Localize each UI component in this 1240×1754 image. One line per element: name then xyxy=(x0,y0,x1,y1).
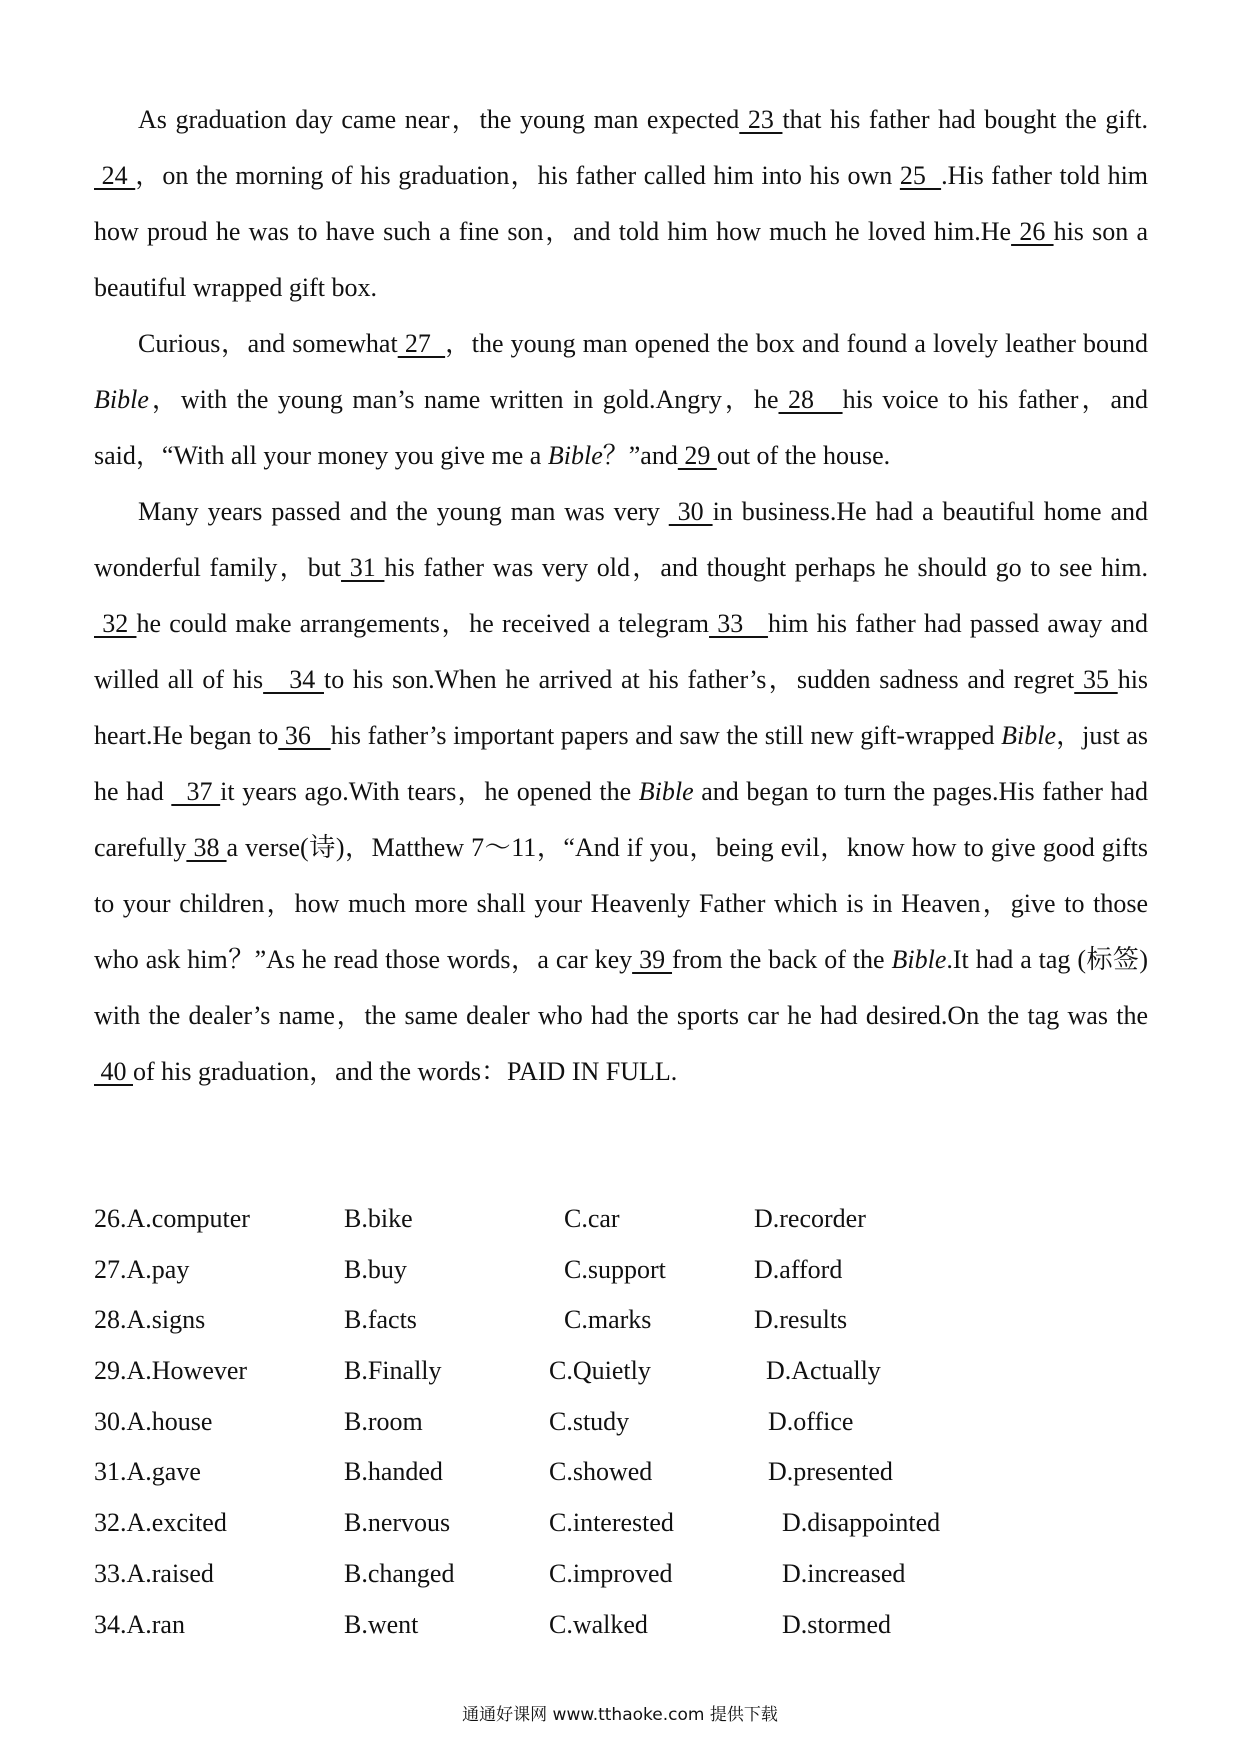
passage-text: Curious，and somewhat xyxy=(138,329,398,358)
option-d: D.Actually xyxy=(766,1356,881,1386)
passage-text: his father was very old，and thought perhaps he should go to see him. xyxy=(384,553,1149,582)
cloze-passage xyxy=(94,92,1148,1100)
option-row-27 xyxy=(94,1255,1148,1306)
option-a: 29.A.However xyxy=(94,1356,248,1386)
option-d: D.recorder xyxy=(754,1204,866,1233)
blank-39: 39 xyxy=(632,945,673,974)
option-b: B.Finally xyxy=(344,1356,442,1386)
passage-text: out of the house. xyxy=(716,441,891,470)
option-d: D.increased xyxy=(782,1558,906,1588)
blank-27: 27 xyxy=(397,329,446,358)
option-a: 33.A.raised xyxy=(94,1558,214,1588)
passage-text: ，with the young man’s name written in gold.Angry，he xyxy=(148,385,779,414)
option-a: 30.A.house xyxy=(94,1406,213,1436)
option-c: C.walked xyxy=(549,1609,648,1639)
passage-text: and began to turn the pages.His father had carefully xyxy=(94,777,1148,862)
blank-23: 23 xyxy=(739,105,783,134)
answer-options xyxy=(94,1204,1148,1660)
option-b: B.handed xyxy=(344,1457,443,1487)
passage-text: his son a beautiful wrapped gift box. xyxy=(94,217,1149,302)
italic-bible: Bible xyxy=(638,777,694,806)
option-row-31 xyxy=(94,1457,1148,1508)
option-a: 27.A.pay xyxy=(94,1254,190,1284)
option-row-29 xyxy=(94,1356,1148,1407)
blank-31: 31 xyxy=(341,553,385,582)
option-a: 26.A.computer xyxy=(94,1204,250,1233)
paragraph-1 xyxy=(94,92,1148,316)
option-b: B.nervous xyxy=(344,1508,451,1538)
passage-text: of his graduation，and the words：PAID IN FULL. xyxy=(133,1057,678,1086)
option-d: D.office xyxy=(768,1406,854,1436)
blank-26: 26 xyxy=(1011,217,1054,246)
option-row-30 xyxy=(94,1407,1148,1458)
option-b: B.room xyxy=(344,1406,423,1436)
passage-text: As graduation day came near，the young man expected xyxy=(138,105,740,134)
option-row-33 xyxy=(94,1559,1148,1610)
option-c: C.support xyxy=(564,1254,666,1284)
option-b: B.buy xyxy=(344,1254,407,1284)
option-a: 28.A.signs xyxy=(94,1305,206,1335)
option-c: C.marks xyxy=(564,1305,652,1335)
passage-text: it years ago.With tears，he opened the xyxy=(220,777,639,806)
blank-36: 36 xyxy=(278,721,331,750)
option-d: D.results xyxy=(754,1305,848,1335)
passage-text: ？”and xyxy=(602,441,678,470)
blank-34: 34 xyxy=(263,665,324,694)
passage-text: ，the young man opened the box and found a lovely leather bound xyxy=(445,329,1149,358)
option-b: B.changed xyxy=(344,1558,455,1588)
option-row-28 xyxy=(94,1305,1148,1356)
passage-text: ，on the morning of his graduation，his father called him into his own xyxy=(135,161,893,190)
passage-text: to his son.When he arrived at his father’s，sudden sadness and regret xyxy=(323,665,1075,694)
option-c: C.car xyxy=(564,1204,620,1233)
blank-29: 29 xyxy=(677,441,717,470)
option-c: C.showed xyxy=(549,1457,653,1487)
passage-text: his heart.He began to xyxy=(94,665,1149,750)
option-b: B.went xyxy=(344,1609,419,1639)
option-a: 32.A.excited xyxy=(94,1508,227,1538)
page-footer: 通通好课网 www.tthaoke.com 提供下载 xyxy=(462,1705,778,1725)
option-a: 31.A.gave xyxy=(94,1457,201,1487)
italic-bible: Bible xyxy=(94,385,149,414)
option-c: C.Quietly xyxy=(549,1356,651,1386)
option-row-26 xyxy=(94,1204,1148,1255)
paragraph-3 xyxy=(94,484,1148,1100)
option-d: D.afford xyxy=(754,1254,843,1284)
blank-25: 25 xyxy=(899,161,942,190)
blank-40: 40 xyxy=(94,1057,133,1086)
blank-37: 37 xyxy=(171,777,221,806)
option-d: D.disappointed xyxy=(782,1508,941,1538)
passage-text: .It had a tag (标签) with the dealer’s name，the same dealer who had the sports car he had desired.On the tag was the xyxy=(94,945,1149,1030)
blank-38: 38 xyxy=(186,833,227,862)
blank-24: 24 xyxy=(94,161,136,190)
blank-32: 32 xyxy=(94,609,137,638)
option-c: C.improved xyxy=(549,1558,673,1588)
paragraph-2 xyxy=(94,316,1148,484)
passage-text: his father’s important papers and saw the still new gift-wrapped xyxy=(330,721,1002,750)
italic-bible: Bible xyxy=(891,945,947,974)
passage-text: his voice to his father，and said，“With all your money you give me a xyxy=(94,385,1149,470)
blank-33: 33 xyxy=(709,609,768,638)
passage-text: ，just as he had xyxy=(94,721,1148,806)
option-c: C.study xyxy=(549,1406,630,1436)
option-b: B.bike xyxy=(344,1204,413,1233)
blank-35: 35 xyxy=(1074,665,1118,694)
passage-text: he could make arrangements，he received a telegram xyxy=(136,609,710,638)
italic-bible: Bible xyxy=(547,441,603,470)
option-c: C.interested xyxy=(549,1508,674,1538)
blank-30: 30 xyxy=(668,497,713,526)
option-d: D.presented xyxy=(768,1457,893,1487)
passage-text: from the back of the xyxy=(672,945,892,974)
option-a: 34.A.ran xyxy=(94,1609,185,1639)
passage-text: that his father had bought the gift. xyxy=(782,105,1148,134)
passage-text: .His father told him how proud he was to have such a fine son，and told him how much he loved him.He xyxy=(94,161,1149,246)
italic-bible: Bible xyxy=(1001,721,1056,750)
passage-text: Many years passed and the young man was very xyxy=(138,497,669,526)
blank-28: 28 xyxy=(778,385,843,414)
option-row-34 xyxy=(94,1610,1148,1661)
option-d: D.stormed xyxy=(782,1609,892,1639)
option-b: B.facts xyxy=(344,1305,417,1335)
passage-text: a verse(诗)，Matthew 7～11，“And if you，being evil，know how to give good gifts to your children，how much more shall your Heavenly Father which is in Heaven，give to those who ask him？”As he read those words，a car key xyxy=(94,833,1149,974)
passage-text: in business.He had a beautiful home and wonderful family，but xyxy=(94,497,1149,582)
passage-text: him his father had passed away and willed all of his xyxy=(94,609,1148,694)
option-row-32 xyxy=(94,1508,1148,1559)
